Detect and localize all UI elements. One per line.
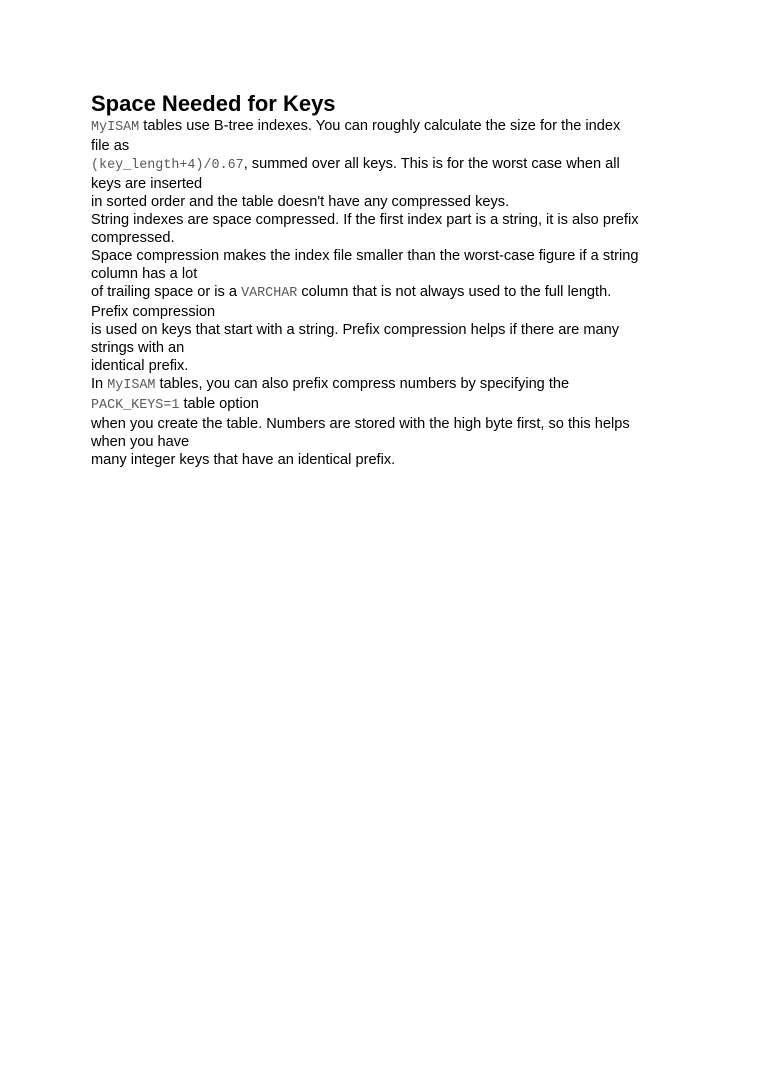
text-span: , summed over all keys. This is for the worst case when all: [243, 156, 620, 172]
text-line: in sorted order and the table doesn't have any compressed keys.: [91, 194, 510, 210]
text-line: String indexes are space compressed. If the first index part is a string, it is also prefix: [91, 212, 639, 228]
section-heading: Space Needed for Keys: [91, 91, 336, 116]
text-line: identical prefix.: [91, 358, 189, 374]
document-body: [91, 90, 681, 469]
text-line: when you have: [91, 434, 190, 450]
text-line: when you create the table. Numbers are stored with the high byte first, so this helps: [91, 416, 630, 432]
text-line: [91, 117, 681, 137]
text-line: [91, 375, 681, 395]
text-span: tables use B-tree indexes. You can roughly calculate the size for the index: [139, 118, 621, 134]
text-line: [91, 283, 681, 303]
text-line: keys are inserted: [91, 176, 203, 192]
text-line: is used on keys that start with a string. Prefix compression helps if there are many: [91, 322, 620, 338]
text-line: strings with an: [91, 340, 185, 356]
text-span: table option: [179, 396, 259, 412]
text-line: [91, 155, 681, 175]
text-span: column that is not always used to the full length.: [297, 284, 612, 300]
text-span: of trailing space or is a: [91, 284, 242, 300]
text-line: compressed.: [91, 230, 175, 246]
text-line: file as: [91, 138, 130, 154]
text-line: [91, 395, 681, 415]
inline-code: (key_length+4)/0.67: [91, 158, 244, 173]
inline-code: PACK_KEYS=1: [91, 398, 180, 413]
text-line: column has a lot: [91, 266, 198, 282]
text-line: Space compression makes the index file smaller than the worst-case figure if a string: [91, 248, 639, 264]
text-span: In: [91, 376, 108, 392]
inline-code: MyISAM: [91, 120, 140, 135]
inline-code: MyISAM: [107, 378, 156, 393]
text-line: many integer keys that have an identical prefix.: [91, 452, 396, 468]
text-line: Prefix compression: [91, 304, 216, 320]
text-span: tables, you can also prefix compress numbers by specifying the: [155, 376, 570, 392]
inline-code: VARCHAR: [241, 286, 298, 301]
